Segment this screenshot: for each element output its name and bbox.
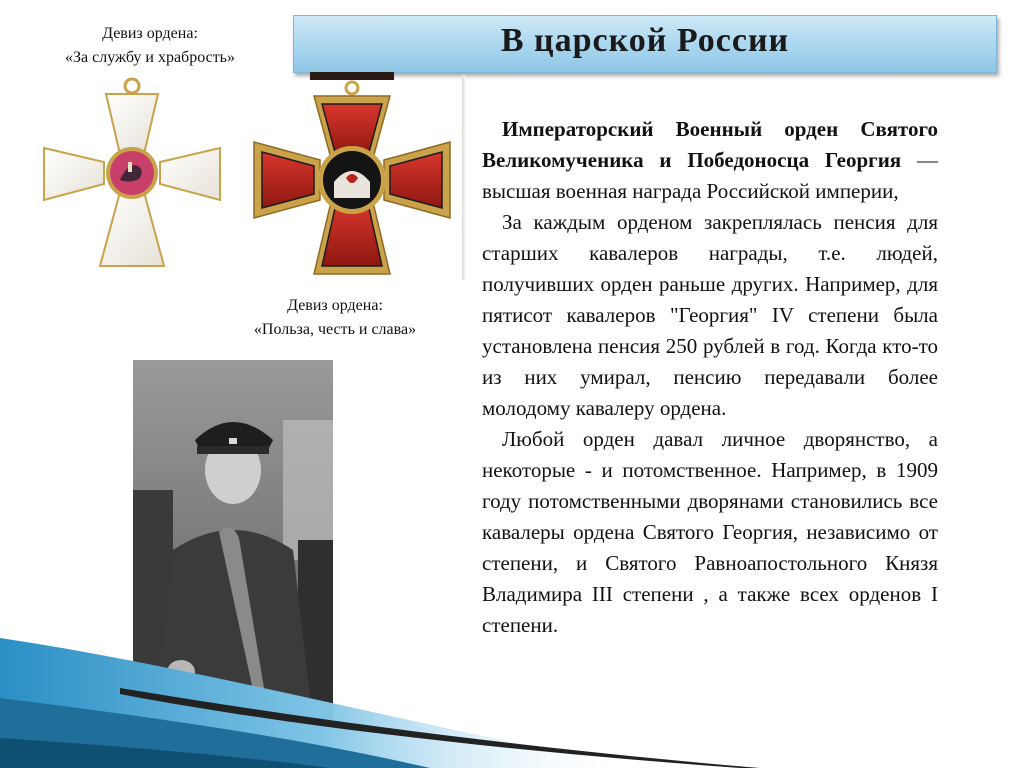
paragraph-order-intro xyxy=(482,114,938,207)
caption-vladimir-label: Девиз ордена: xyxy=(287,297,383,314)
caption-vladimir-motto: «Польза, честь и слава» xyxy=(253,321,417,338)
order-st-vladimir-cross-image xyxy=(250,72,454,280)
paragraph-pension: За каждым орденом закреплялась пенсия для старших кавалеров награды, т.е. людей, получивших орден раньше других. Например, для пятисот кавалеров "Георгия" IV степени была установлена пенсия 250 рублей в год. Когда кто-то из них умирал, пенсию передавали более молодому кавалеру ордена. xyxy=(482,210,938,420)
order-st-george-cross-image xyxy=(40,76,224,272)
caption-george-order xyxy=(30,22,270,70)
paragraph-intro-rest: — высшая военная награда Российской империи, xyxy=(482,148,938,203)
main-text-column xyxy=(482,114,938,641)
paragraph-nobility: Любой орден давал личное дворянство, а некоторые - и потомственное. Например, в 1909 году потомственными дворянами становились все кавалеры ордена Святого Георгия, независимо от степени, и Святого Равноапостольного Князя Владимира III степени , а также всех орденов I степени. xyxy=(482,427,938,637)
title-banner xyxy=(293,15,997,73)
accent-divider xyxy=(462,75,465,280)
caption-vladimir-order xyxy=(215,294,455,342)
slide-title: В царской России xyxy=(500,22,790,59)
bottom-wave-decoration xyxy=(0,628,1024,768)
caption-george-motto: «За службу и храбрость» xyxy=(65,49,235,66)
caption-george-label: Девиз ордена: xyxy=(102,25,198,42)
order-name-bold: Императорский Военный орден Святого Великомученика и Победоносца Георгия xyxy=(482,117,938,172)
